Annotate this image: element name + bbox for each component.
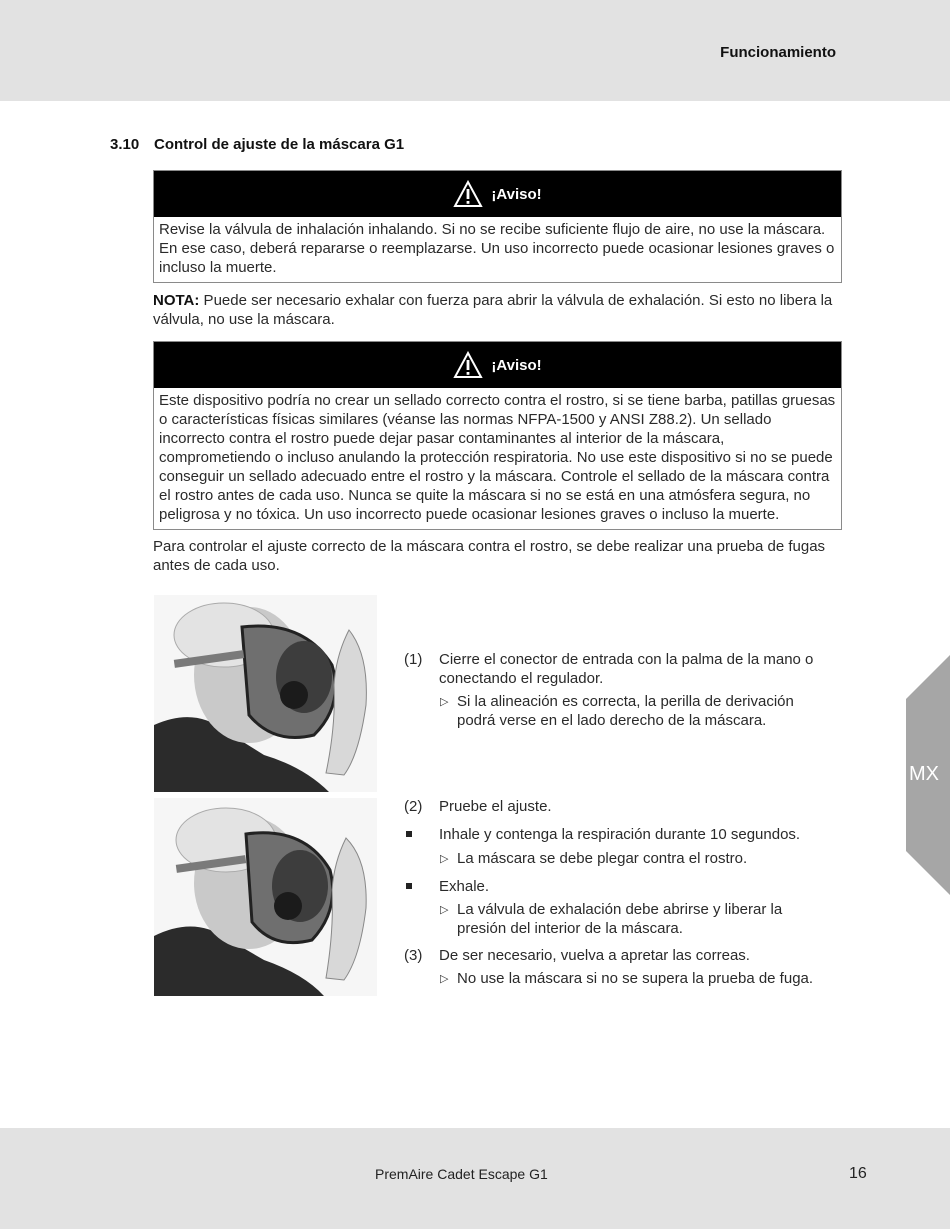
- bullet-inhale-result: [440, 849, 832, 868]
- footer-product-title: PremAire Cadet Escape G1: [375, 1166, 548, 1182]
- result-triangle-icon: ▷: [440, 696, 449, 708]
- result-text: La máscara se debe plegar contra el rostro.: [457, 850, 748, 867]
- result-text: La válvula de exhalación debe abrirse y liberar la presión del interior de la máscara.: [457, 901, 783, 937]
- section-title: Control de ajuste de la máscara G1: [154, 136, 405, 153]
- photo-palm-leak-test: [154, 798, 377, 996]
- result-triangle-icon: ▷: [440, 853, 449, 865]
- step-1-result: [440, 692, 832, 730]
- language-side-tab: [906, 655, 950, 895]
- intro-paragraph: Para controlar el ajuste correcto de la máscara contra el rostro, se debe realizar una prueba de fugas antes de cada uso.: [153, 538, 826, 574]
- result-text: Si la alineación es correcta, la perilla de derivación podrá verse en el lado derecho de la máscara.: [457, 693, 794, 729]
- warning-text: Este dispositivo podría no crear un sellado correcto contra el rostro, si se tiene barba, patillas gruesas o características físicas similares (véanse las normas NFPA-1500 y ANSI Z88.2). Un sellado incorrecto contra el rostro puede dejar pasar contaminantes al interior de la máscara, comprometiendo o incluso anulando la protección respiratoria. No use este dispositivo si no se puede conseguir un sellado adecuado entre el rostro y la máscara. Controle el sellado de la máscara contra el rostro antes de cada uso. Nunca se quite la máscara si no se está en una atmósfera segura, no peligrosa y no tóxica. Un uso incorrecto puede ocasionar lesiones graves o incluso la muerte.: [159, 392, 836, 523]
- section-heading: [110, 136, 404, 153]
- note-paragraph: [153, 291, 843, 329]
- step-3: [404, 946, 834, 965]
- result-triangle-icon: ▷: [440, 973, 449, 985]
- bullet-text: Inhale y contenga la respiración durante 10 segundos.: [439, 826, 801, 843]
- step-number: (1): [404, 651, 423, 668]
- warning-text: Revise la válvula de inhalación inhalando. Si no se recibe suficiente flujo de aire, no use la máscara. En ese caso, deberá repararse o reemplazarse. Un uso incorrecto puede ocasionar lesiones graves o incluso la muerte.: [159, 221, 835, 276]
- warning-box-2: [153, 341, 842, 530]
- step-text: Cierre el conector de entrada con la palma de la mano o conectando el regulador.: [439, 651, 814, 687]
- language-tab-label: MX: [909, 763, 939, 785]
- bullet-inhale: [404, 825, 834, 844]
- bullet-exhale: [404, 877, 834, 896]
- step-2: [404, 797, 834, 816]
- note-text: Puede ser necesario exhalar con fuerza para abrir la válvula de exhalación. Si esto no libera la válvula, no use la máscara.: [153, 292, 833, 328]
- step-number: (2): [404, 798, 423, 815]
- step-text: Pruebe el ajuste.: [439, 798, 552, 815]
- photo-palm-covering-inlet: [154, 595, 377, 792]
- square-bullet-icon: [406, 831, 412, 837]
- step-3-result: [440, 969, 832, 988]
- leak-test-steps: [404, 650, 834, 995]
- warning-heading: ¡Aviso!: [491, 356, 542, 374]
- result-triangle-icon: ▷: [440, 904, 449, 916]
- square-bullet-icon: [406, 883, 412, 889]
- running-header-title: Funcionamiento: [720, 44, 836, 61]
- step-text: De ser necesario, vuelva a apretar las correas.: [439, 947, 750, 964]
- page-number: 16: [849, 1165, 867, 1182]
- warning-header: [154, 171, 841, 217]
- bullet-text: Exhale.: [439, 878, 490, 895]
- warning-triangle-icon: [453, 351, 483, 379]
- step-1: [404, 650, 834, 688]
- section-number: 3.10: [110, 136, 140, 153]
- note-label: NOTA:: [153, 292, 200, 309]
- result-text: No use la máscara si no se supera la prueba de fuga.: [457, 970, 814, 987]
- step-number: (3): [404, 947, 423, 964]
- warning-triangle-icon: [453, 180, 483, 208]
- warning-header: [154, 342, 841, 388]
- warning-box-1: [153, 170, 842, 283]
- bullet-exhale-result: [440, 900, 832, 938]
- warning-heading: ¡Aviso!: [491, 185, 542, 203]
